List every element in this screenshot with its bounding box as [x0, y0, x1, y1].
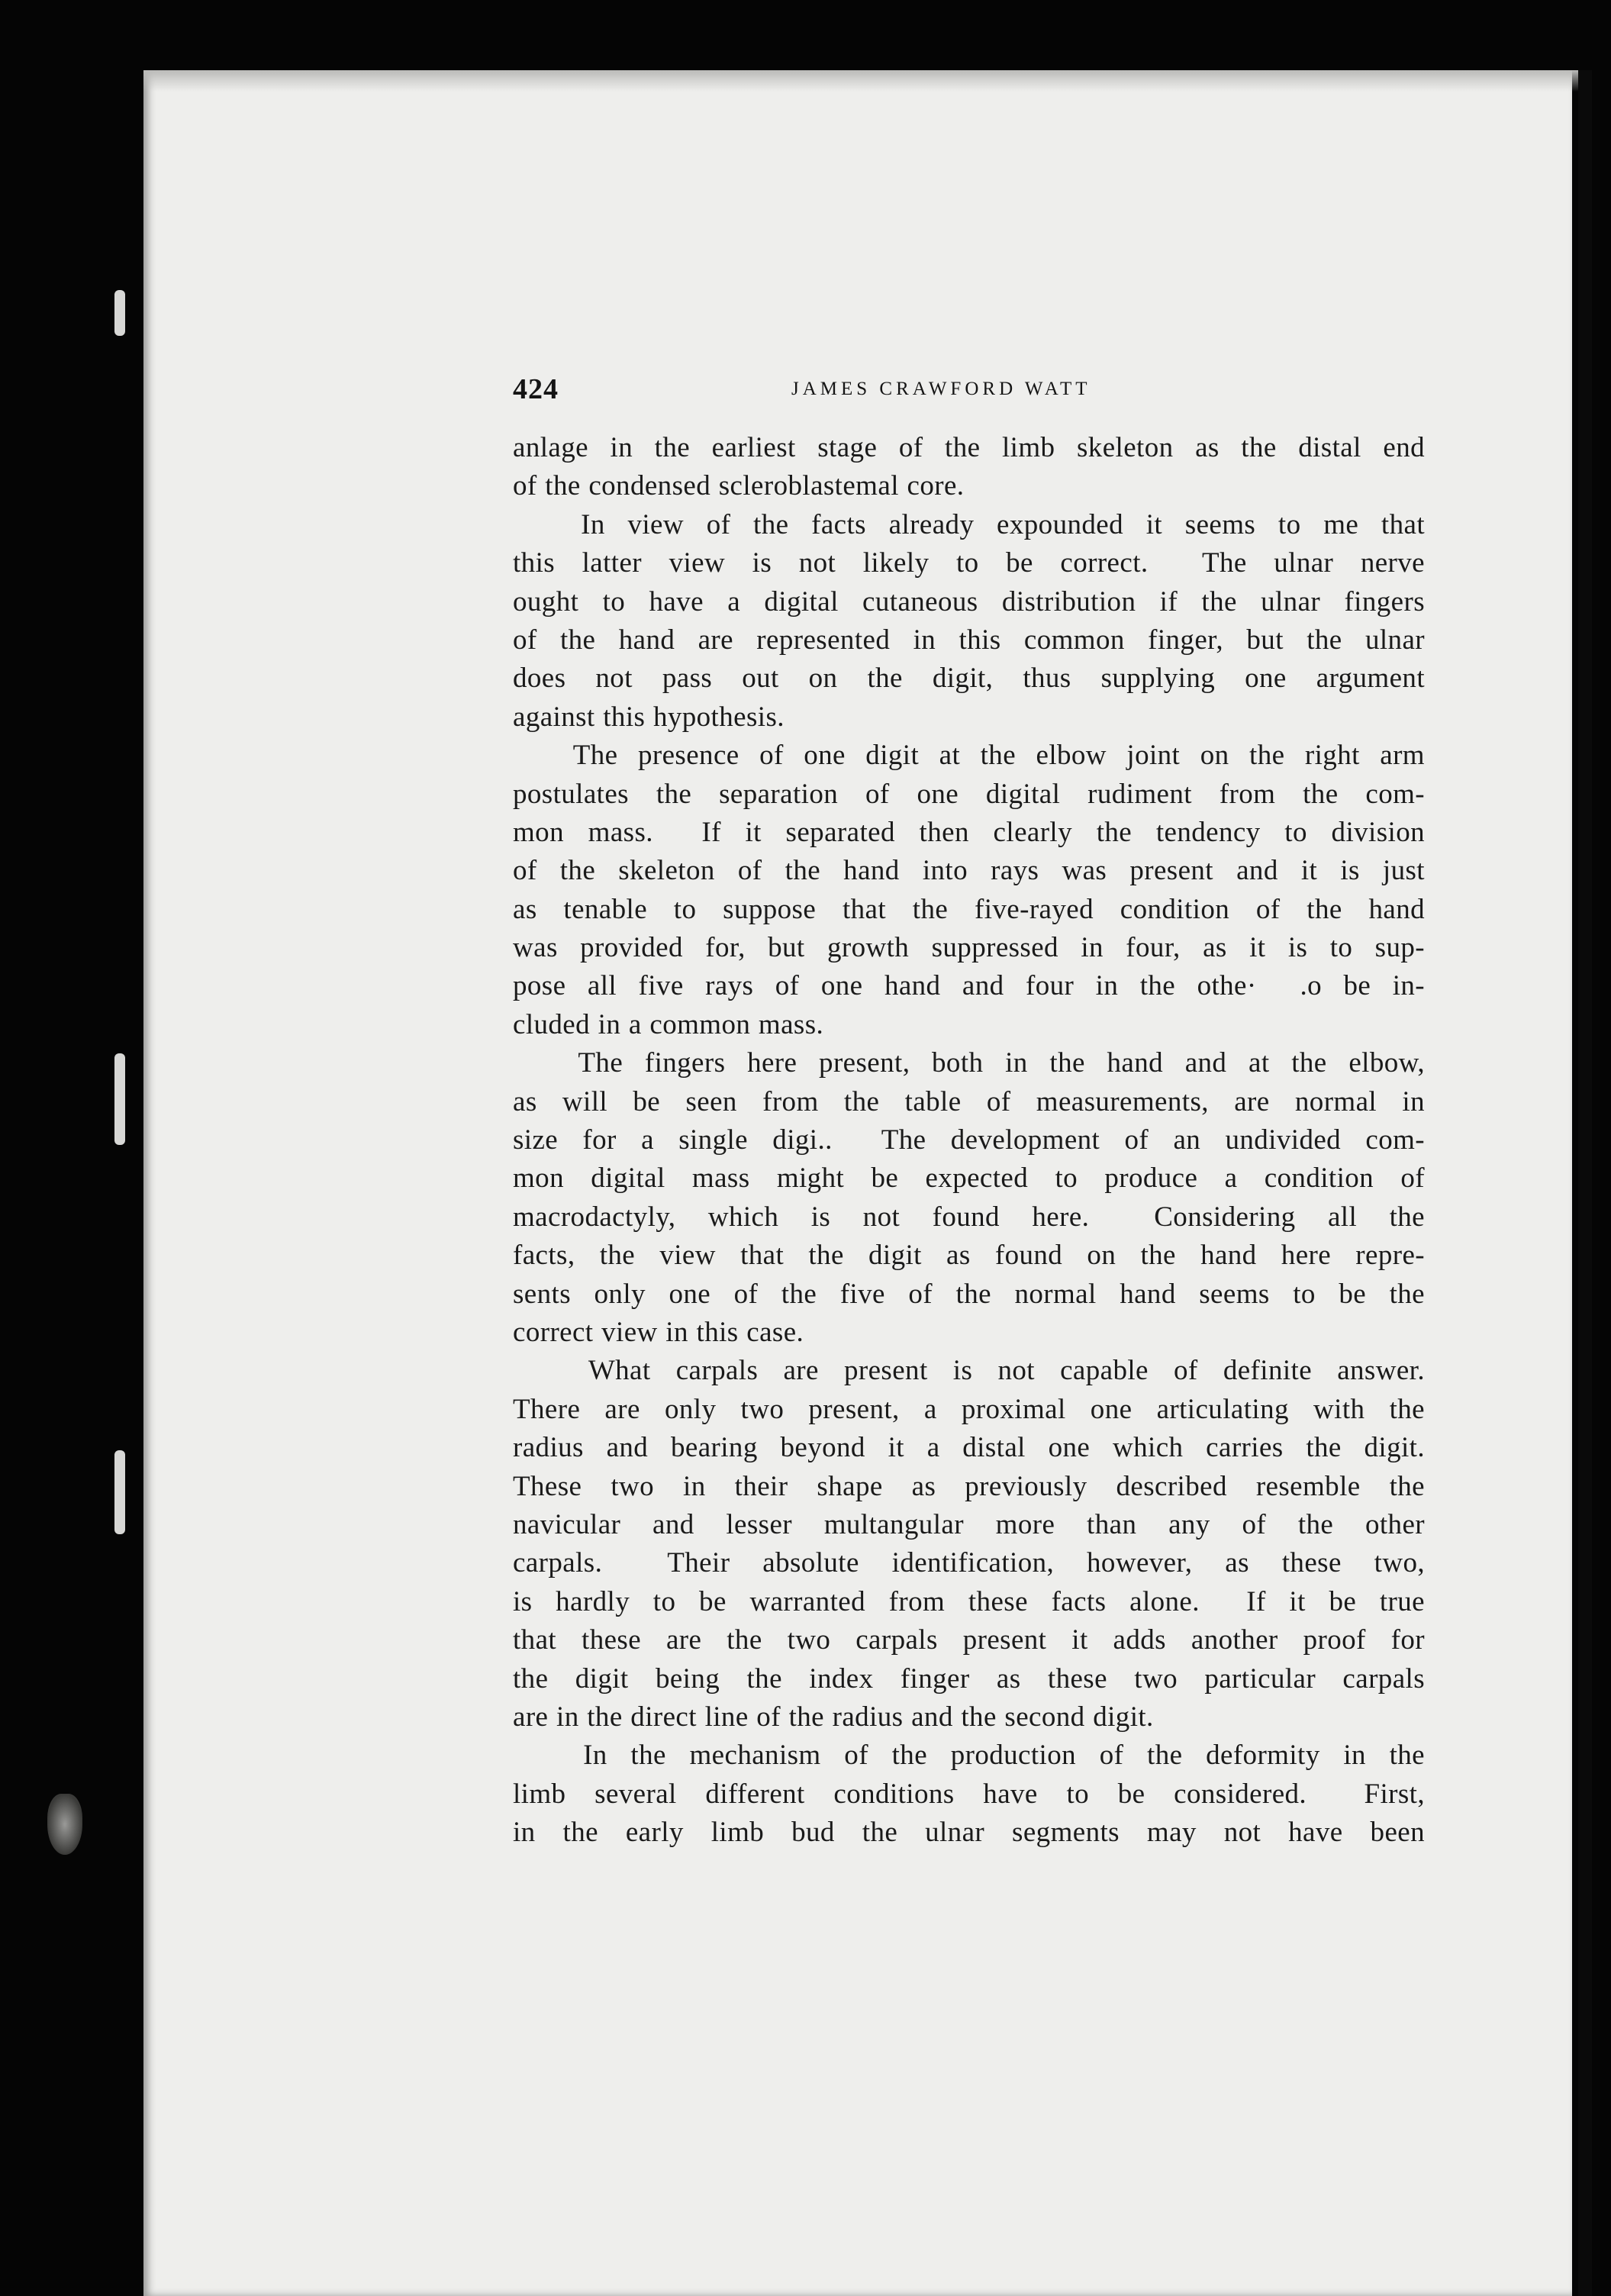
page-header — [513, 372, 1429, 411]
text-line: In the mechanism of the production of the deformity in the — [513, 1740, 1425, 1772]
page-right-edge — [1578, 70, 1592, 2296]
text-line: against this hypothesis. — [513, 701, 785, 733]
text-line: as will be seen from the table of measurements, are normal in — [513, 1085, 1425, 1117]
text-line: size for a single digi.. The development of an undivided com- — [513, 1124, 1425, 1156]
scan-artifact — [47, 1794, 82, 1855]
text-line: These two in their shape as previously described resemble the — [513, 1470, 1425, 1502]
text-line: does not pass out on the digit, thus supplying one argument — [513, 663, 1425, 695]
text-line: The presence of one digit at the elbow joint on the right arm — [513, 740, 1425, 772]
text-line: of the skeleton of the hand into rays was present and it is just — [513, 855, 1425, 887]
text-line: The fingers here present, both in the hand and at the elbow, — [513, 1047, 1425, 1079]
text-line: radius and bearing beyond it a distal one which carries the digit. — [513, 1432, 1425, 1464]
text-line: of the condensed scleroblastemal core. — [513, 470, 965, 502]
page-number: 424 — [513, 373, 559, 405]
running-head: JAMES CRAWFORD WATT — [791, 379, 1091, 399]
text-line: in the early limb bud the ulnar segments may not have been — [513, 1817, 1425, 1849]
text-line: What carpals are present is not capable of definite answer. — [513, 1355, 1425, 1387]
text-line: anlage in the earliest stage of the limb skeleton as the distal end — [513, 432, 1425, 463]
text-line: this latter view is not likely to be correct. The ulnar nerve — [513, 547, 1425, 579]
text-line: limb several different conditions have to be considered. First, — [513, 1778, 1425, 1810]
text-line: In view of the facts already expounded it seems to me that — [513, 508, 1425, 540]
text-line: carpals. Their absolute identification, however, as these two, — [513, 1547, 1425, 1579]
text-line: ought to have a digital cutaneous distribution if the ulnar fingers — [513, 585, 1425, 618]
text-line: There are only two present, a proximal one articulating with the — [513, 1393, 1425, 1425]
page-top-shadow — [143, 70, 1578, 92]
gutter-mark — [114, 290, 125, 336]
text-line: postulates the separation of one digital rudiment from the com- — [513, 778, 1425, 810]
text-line: the digit being the index finger as these two particular carpals — [513, 1662, 1425, 1695]
body-text — [513, 429, 1425, 1852]
text-line: as tenable to suppose that the five-rayed condition of the hand — [513, 893, 1425, 925]
gutter-mark — [114, 1450, 125, 1534]
text-line: macrodactyly, which is not found here. Considering all the — [513, 1201, 1425, 1233]
gutter-mark — [114, 1053, 125, 1145]
text-line: was provided for, but growth suppressed in four, as it is to sup- — [513, 932, 1425, 964]
text-line: navicular and lesser multangular more than any of the other — [513, 1508, 1425, 1540]
text-line: is hardly to be warranted from these facts alone. If it be true — [513, 1585, 1425, 1617]
text-line: that these are the two carpals present it adds another proof for — [513, 1624, 1425, 1656]
text-line: mon digital mass might be expected to produce a condition of — [513, 1163, 1425, 1195]
text-line: sents only one of the five of the normal hand seems to be the — [513, 1278, 1425, 1310]
text-line: of the hand are represented in this common finger, but the ulnar — [513, 624, 1425, 656]
text-line: cluded in a common mass. — [513, 1008, 824, 1040]
text-line: facts, the view that the digit as found on the hand here repre- — [513, 1240, 1425, 1272]
text-line: are in the direct line of the radius and the second digit. — [513, 1701, 1154, 1733]
text-line: mon mass. If it separated then clearly the tendency to division — [513, 816, 1425, 848]
text-line: pose all five rays of one hand and four in the othe· .o be in- — [513, 970, 1425, 1002]
text-line: correct view in this case. — [513, 1316, 804, 1348]
